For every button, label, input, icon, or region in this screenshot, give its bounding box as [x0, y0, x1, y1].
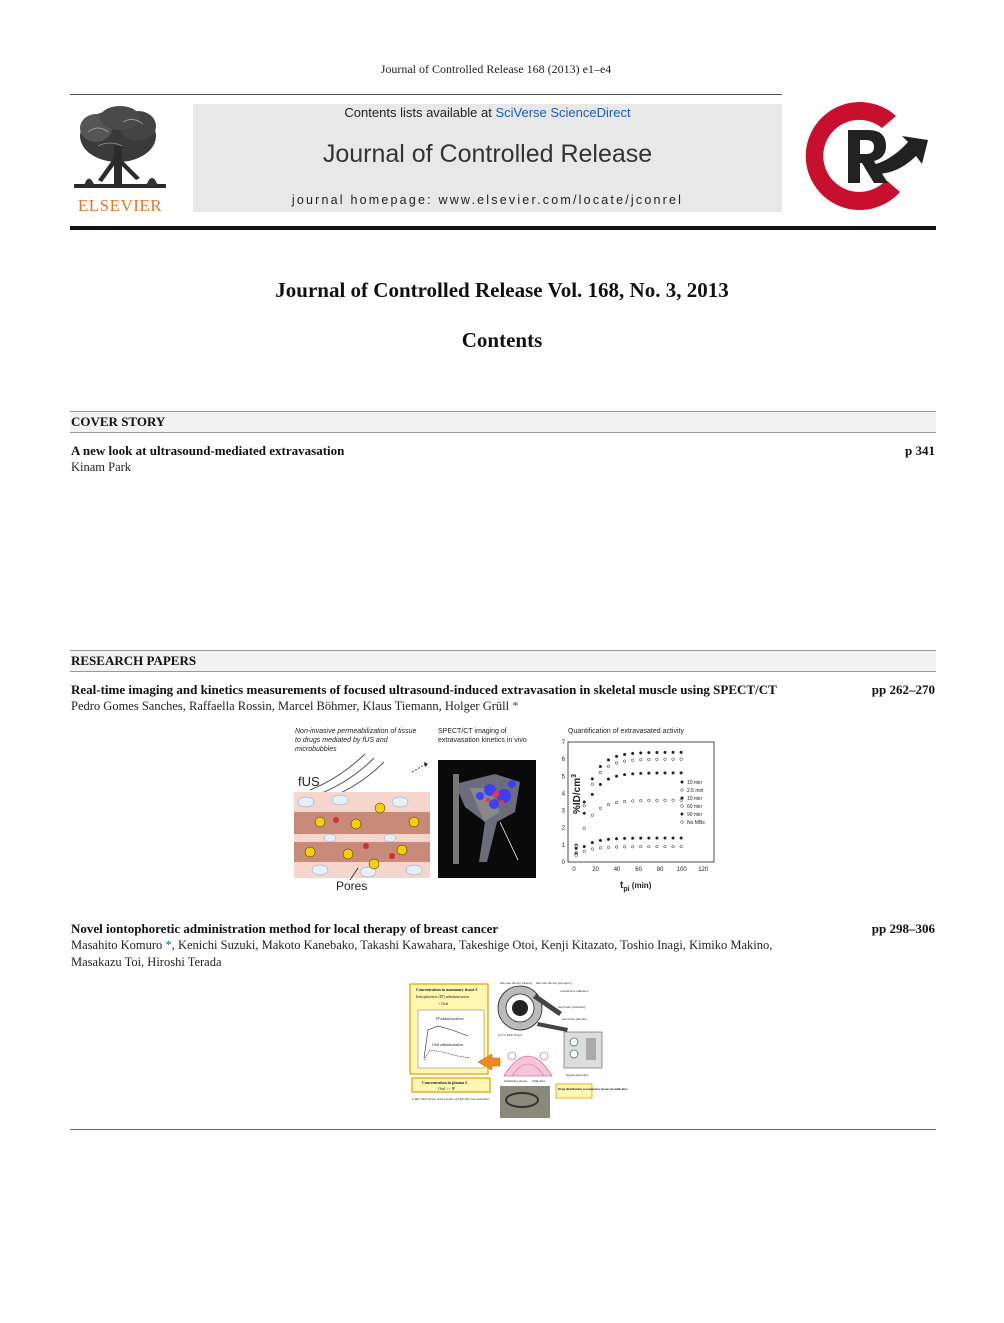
chart-point — [672, 751, 675, 754]
article-title[interactable]: Novel iontophoretic administration method for local therapy of breast cancer — [71, 921, 499, 936]
masthead-thick-rule — [70, 226, 936, 230]
chart-point — [623, 837, 626, 840]
chart-point — [680, 845, 683, 848]
chart-xtick-label: 20 — [592, 867, 599, 873]
svg-text:IP administration: IP administration — [436, 1016, 464, 1021]
article-authors — [71, 937, 891, 971]
corresponding-author-star[interactable]: * — [512, 699, 519, 713]
panel-b-caption-1: SPECT/CT imaging of — [438, 728, 507, 735]
chart-xtick-label: 80 — [656, 867, 664, 873]
chart-legend-label: 2.5 min — [687, 788, 704, 794]
svg-text:Concentration in plasma #: Concentration in plasma # — [422, 1080, 468, 1085]
chart-point — [656, 799, 659, 802]
publisher-name: ELSEVIER — [77, 196, 163, 215]
journal-homepage[interactable]: journal homepage: www.elsevier.com/locate/jconrel — [291, 193, 684, 207]
chart-point — [639, 752, 642, 755]
chart-point — [583, 845, 586, 848]
chart-legend-label: 90 min — [687, 812, 703, 818]
svg-text:silicone device (donor): silicone device (donor) — [500, 981, 533, 985]
chart-ytick-label: 5 — [561, 774, 565, 781]
svg-text:electrode (anode): electrode (anode) — [562, 1017, 587, 1021]
chart-point — [615, 775, 618, 778]
author-first: Masahito Komuro — [71, 938, 163, 952]
chart-point — [623, 845, 626, 848]
contents-available-line — [193, 105, 782, 120]
chart-point — [623, 773, 626, 776]
chart-point — [591, 778, 594, 781]
chart-point — [664, 758, 667, 761]
pores-label: Pores — [336, 879, 368, 893]
svg-text:Oral administration: Oral administration — [432, 1042, 464, 1047]
banner-journal-name: Journal of Controlled Release — [322, 140, 653, 168]
chart-point — [639, 799, 642, 802]
chart-point — [680, 758, 683, 761]
chart-xtick-label: 120 — [698, 867, 709, 873]
chart-point — [583, 850, 586, 853]
graphical-abstract-2 — [408, 980, 628, 1120]
chart-ytick-label: 0 — [561, 860, 565, 866]
panel-a-caption-1: Non-invasive permeabilization of tissue — [295, 728, 417, 735]
chart-point — [672, 837, 675, 840]
section-label-research-papers: RESEARCH PAPERS — [71, 653, 197, 668]
article-authors: Kinam Park — [71, 460, 132, 474]
masthead-rule — [70, 94, 782, 95]
svg-text:milk duct: milk duct — [532, 1079, 546, 1083]
chart-xtick-label: 0 — [572, 867, 576, 873]
svg-text:Oral >> IP: Oral >> IP — [438, 1086, 456, 1091]
chart-legend-marker — [681, 805, 684, 808]
panel-b-caption-2: extravasation kinetics in vivo — [438, 737, 527, 744]
svg-text:signal generator: signal generator — [566, 1073, 589, 1077]
chart-legend-marker — [681, 797, 684, 800]
chart-point — [607, 778, 610, 781]
chart-point — [672, 772, 675, 775]
bottom-rule — [70, 1129, 936, 1130]
chart-point — [599, 771, 602, 774]
chart-legend-label: 10 min — [687, 796, 703, 802]
chart-point — [631, 773, 634, 776]
panel-fus-schematic — [294, 728, 430, 893]
chart-point — [599, 765, 602, 768]
journal-reference: Journal of Controlled Release 168 (2013) e1–e4 — [380, 62, 612, 76]
chart-point — [648, 837, 651, 840]
chart-point — [575, 847, 578, 850]
panel-quantification-chart — [562, 728, 714, 893]
chart-point — [680, 772, 683, 775]
chart-point — [664, 837, 667, 840]
panel-spect-ct — [438, 728, 536, 878]
chart-point — [648, 758, 651, 761]
chart-point — [664, 799, 667, 802]
chart-point — [623, 753, 626, 756]
chart-xtick-label: 100 — [676, 867, 687, 873]
chart-legend-marker — [681, 789, 684, 792]
article-pages: pp 298–306 — [871, 921, 935, 936]
chart-point — [599, 839, 602, 842]
section-band — [70, 651, 936, 671]
article-title[interactable]: Real-time imaging and kinetics measurements of focused ultrasound-induced extravasation in skeletal muscle using SPECT/CT — [71, 682, 777, 697]
svg-text:electrode (cathode): electrode (cathode) — [558, 1005, 585, 1009]
chart-legend-label: 60 min — [687, 804, 703, 810]
chart-point — [591, 841, 594, 844]
issue-title: Journal of Controlled Release Vol. 168, No. 3, 2013 — [275, 278, 729, 302]
chart-ytick-label: 1 — [561, 842, 565, 849]
chart-legend-marker — [681, 821, 684, 824]
chart-point — [672, 758, 675, 761]
svg-text:Iontophoretic (IP) administrat: Iontophoretic (IP) administration — [416, 994, 469, 999]
crs-logo-icon — [800, 92, 940, 217]
panel-c-caption: Quantification of extravasated activity — [568, 728, 684, 735]
chart-ytick-label: 4 — [561, 791, 565, 798]
panel-a-caption-3: microbubbles — [295, 746, 337, 753]
chart-point — [656, 751, 659, 754]
chart-point — [648, 751, 651, 754]
chart-point — [583, 804, 586, 807]
chart-point — [656, 837, 659, 840]
chart-point — [591, 783, 594, 786]
chart-point — [623, 800, 626, 803]
chart-point — [631, 752, 634, 755]
chart-point — [648, 845, 651, 848]
chart-ytick-label: 2 — [561, 825, 565, 832]
chart-point — [607, 846, 610, 849]
svg-text:> Oral: > Oral — [438, 1001, 449, 1006]
chart-point — [648, 772, 651, 775]
svg-text:mammary tissue: mammary tissue — [504, 1079, 528, 1083]
svg-text:0.5% TAT-59 gel: 0.5% TAT-59 gel — [498, 1033, 522, 1037]
chart-point — [599, 783, 602, 786]
chart-point — [631, 800, 634, 803]
chart-point — [639, 837, 642, 840]
section-rule — [70, 671, 936, 672]
chart-point — [583, 801, 586, 804]
svg-text:silicone device (receptor): silicone device (receptor) — [536, 981, 572, 985]
chart-point — [623, 760, 626, 763]
svg-text:conductive adhesive: conductive adhesive — [560, 989, 589, 993]
article-authors — [71, 698, 518, 715]
section-label-cover-story: COVER STORY — [71, 414, 166, 429]
article-title[interactable]: A new look at ultrasound-mediated extravasation — [71, 443, 345, 458]
chart-point — [615, 837, 618, 840]
chart-point — [607, 838, 610, 841]
contents-available-text: Contents lists available at — [344, 105, 496, 120]
chart-point — [672, 799, 675, 802]
chart-point — [639, 758, 642, 761]
chart-point — [664, 845, 667, 848]
author-list: Pedro Gomes Sanches, Raffaella Rossin, Marcel Böhmer, Klaus Tiemann, Holger Grüll — [71, 699, 510, 713]
chart-point — [615, 801, 618, 804]
chart-point — [591, 814, 594, 817]
svg-text:Drug distribution to mammary t: Drug distribution to mammary tissue via milk duct — [558, 1087, 628, 1091]
author-list-line2: Masakazu Toi, Hiroshi Terada — [71, 955, 222, 969]
chart-point — [615, 846, 618, 849]
chart-ytick-label: 3 — [561, 808, 565, 815]
chart-point — [615, 762, 618, 765]
chart-legend-marker — [681, 813, 684, 816]
chart-point — [583, 827, 586, 830]
section-rule — [70, 432, 936, 433]
chart-point — [631, 759, 634, 762]
chart-point — [599, 807, 602, 810]
chart-point — [607, 803, 610, 806]
chart-legend-marker — [681, 781, 684, 784]
chart-point — [664, 772, 667, 775]
chart-point — [631, 837, 634, 840]
chart-point — [591, 793, 594, 796]
svg-text:# DP-TAT-59 (an active form of: # DP-TAT-59 (an active form of TAT-59) concentration — [412, 1097, 490, 1101]
chart-xtick-label: 40 — [613, 867, 621, 873]
chart-point — [607, 765, 610, 768]
chart-point — [680, 751, 683, 754]
chart-point — [648, 799, 651, 802]
sciencedirect-link[interactable]: SciVerse ScienceDirect — [495, 105, 631, 120]
chart-point — [583, 812, 586, 815]
article-pages: p 341 — [905, 443, 935, 458]
fus-label: fUS — [298, 774, 320, 789]
chart-point — [639, 772, 642, 775]
section-band — [70, 412, 936, 432]
svg-text:Concentration in mammary tissu: Concentration in mammary tissue # — [416, 987, 478, 992]
chart-legend-label: No MBs — [687, 820, 705, 826]
chart-point — [607, 759, 610, 762]
chart-xtick-label: 60 — [635, 867, 642, 873]
chart-point — [599, 847, 602, 850]
article-pages: pp 262–270 — [871, 682, 935, 697]
chart-ytick-label: 7 — [561, 740, 565, 746]
chart-point — [591, 848, 594, 851]
chart-point — [639, 845, 642, 848]
chart-legend-label: 10 min — [687, 780, 703, 786]
corresponding-author-star[interactable]: * — [165, 938, 172, 952]
chart-point — [680, 837, 683, 840]
chart-point — [631, 845, 634, 848]
chart-xlabel: $t_{pi}$ $^{(min)}$ — [620, 880, 652, 893]
panel-a-caption-2: to drugs mediated by fUS and — [295, 737, 388, 744]
chart-point — [664, 751, 667, 754]
chart-ytick-label: 6 — [561, 757, 565, 764]
chart-point — [656, 772, 659, 775]
contents-heading: Contents — [461, 328, 543, 352]
author-list: , Kenichi Suzuki, Makoto Kanebako, Takashi Kawahara, Takeshige Otoi, Kenji Kitazato, Toshio Inagi, Kimiko Makino, — [171, 938, 773, 952]
chart-point — [656, 845, 659, 848]
chart-point — [615, 755, 618, 758]
chart-point — [656, 758, 659, 761]
chart-point — [575, 854, 578, 857]
graphical-abstract-1 — [290, 724, 715, 896]
chart-ylabel: $\%ID/cm^3$ — [571, 773, 583, 814]
chart-point — [672, 845, 675, 848]
